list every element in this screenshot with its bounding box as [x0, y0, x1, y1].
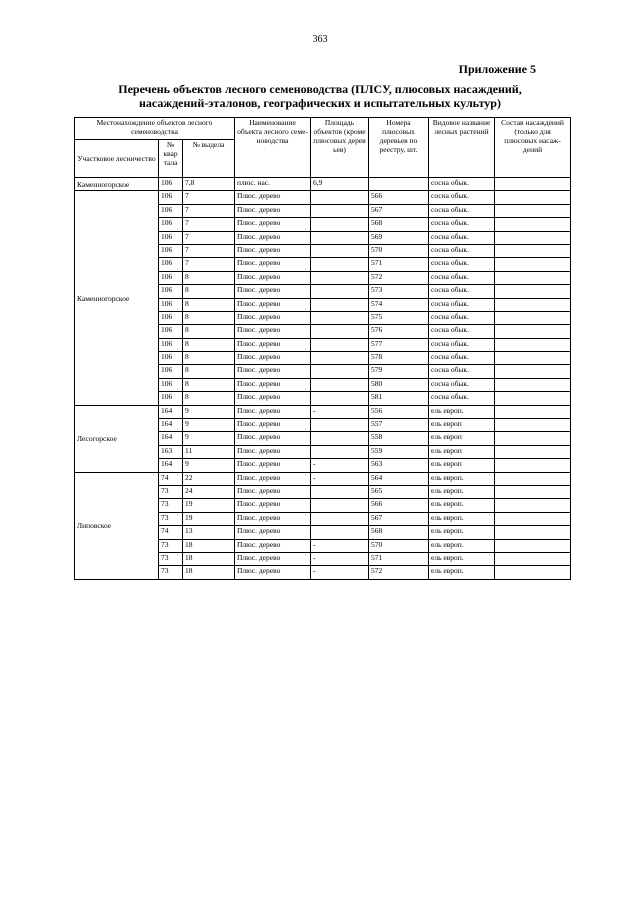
plus-number-cell: 558: [369, 432, 429, 445]
plus-number-cell: 570: [369, 244, 429, 257]
object-name-cell: плюс. нас.: [235, 178, 311, 191]
appendix-label: Приложение 5: [458, 62, 536, 76]
object-name-cell: Плюс. дерево: [235, 459, 311, 472]
plus-number-cell: 567: [369, 204, 429, 217]
species-cell: ель европ.: [429, 485, 495, 498]
plus-number-cell: 581: [369, 392, 429, 405]
area-cell: [311, 526, 369, 539]
composition-cell: [495, 419, 571, 432]
composition-cell: [495, 566, 571, 579]
plus-number-cell: 568: [369, 526, 429, 539]
species-cell: ель европ.: [429, 566, 495, 579]
species-cell: ель европ.: [429, 472, 495, 485]
species-cell: сосна обык.: [429, 365, 495, 378]
quarter-cell: 73: [159, 485, 183, 498]
quarter-cell: 106: [159, 392, 183, 405]
area-cell: [311, 204, 369, 217]
section-cell: 18: [183, 552, 235, 565]
area-cell: 6,9: [311, 178, 369, 191]
header-location-group: Местонахождение объектов лесного семеноводства: [75, 118, 235, 140]
composition-cell: [495, 432, 571, 445]
section-cell: 8: [183, 271, 235, 284]
plus-number-cell: 580: [369, 378, 429, 391]
section-cell: 9: [183, 419, 235, 432]
species-cell: сосна обык.: [429, 204, 495, 217]
plus-number-cell: 566: [369, 191, 429, 204]
plus-number-cell: 574: [369, 298, 429, 311]
species-cell: ель европ.: [429, 552, 495, 565]
plus-number-cell: 575: [369, 311, 429, 324]
title-line-2: насаждений-эталонов, географических и испытательных культур): [139, 96, 501, 110]
section-cell: 8: [183, 311, 235, 324]
composition-cell: [495, 325, 571, 338]
plus-number-cell: 573: [369, 285, 429, 298]
species-cell: сосна обык.: [429, 378, 495, 391]
plus-number-cell: 570: [369, 539, 429, 552]
composition-cell: [495, 178, 571, 191]
composition-cell: [495, 231, 571, 244]
species-cell: сосна обык.: [429, 298, 495, 311]
composition-cell: [495, 526, 571, 539]
species-cell: сосна обык.: [429, 271, 495, 284]
plus-number-cell: 568: [369, 218, 429, 231]
section-cell: 9: [183, 405, 235, 418]
species-cell: сосна обык.: [429, 218, 495, 231]
plus-number-cell: [369, 178, 429, 191]
header-district: Участковое лесничество: [75, 140, 159, 178]
area-cell: [311, 218, 369, 231]
object-name-cell: Плюс. дерево: [235, 378, 311, 391]
composition-cell: [495, 499, 571, 512]
species-cell: ель европ.: [429, 526, 495, 539]
quarter-cell: 164: [159, 432, 183, 445]
quarter-cell: 164: [159, 459, 183, 472]
composition-cell: [495, 378, 571, 391]
area-cell: -: [311, 459, 369, 472]
area-cell: [311, 231, 369, 244]
district-cell: Липовское: [75, 472, 159, 579]
quarter-cell: 74: [159, 526, 183, 539]
area-cell: [311, 338, 369, 351]
quarter-cell: 73: [159, 499, 183, 512]
quarter-cell: 163: [159, 445, 183, 458]
area-cell: [311, 311, 369, 324]
object-name-cell: Плюс. дерево: [235, 298, 311, 311]
species-cell: сосна обык.: [429, 338, 495, 351]
plus-number-cell: 571: [369, 552, 429, 565]
area-cell: [311, 352, 369, 365]
area-cell: -: [311, 566, 369, 579]
species-cell: сосна обык.: [429, 244, 495, 257]
object-name-cell: Плюс. дерево: [235, 419, 311, 432]
area-cell: [311, 392, 369, 405]
area-cell: -: [311, 472, 369, 485]
plus-number-cell: 572: [369, 271, 429, 284]
object-name-cell: Плюс. дерево: [235, 526, 311, 539]
species-cell: ель европ.: [429, 512, 495, 525]
quarter-cell: 106: [159, 285, 183, 298]
species-cell: сосна обык.: [429, 178, 495, 191]
object-name-cell: Плюс. дерево: [235, 325, 311, 338]
section-cell: 7: [183, 231, 235, 244]
plus-number-cell: 572: [369, 566, 429, 579]
object-name-cell: Плюс. дерево: [235, 311, 311, 324]
area-cell: [311, 191, 369, 204]
composition-cell: [495, 352, 571, 365]
species-cell: ель европ.: [429, 539, 495, 552]
area-cell: [311, 325, 369, 338]
header-object-name: Наименование объекта лесного семе- новодства: [235, 118, 311, 178]
section-cell: 7: [183, 191, 235, 204]
table-row: [75, 405, 571, 418]
object-name-cell: Плюс. дерево: [235, 191, 311, 204]
section-cell: 19: [183, 499, 235, 512]
object-name-cell: Плюс. дерево: [235, 338, 311, 351]
species-cell: ель европ.: [429, 405, 495, 418]
species-cell: сосна обык.: [429, 325, 495, 338]
object-name-cell: Плюс. дерево: [235, 485, 311, 498]
plus-number-cell: 571: [369, 258, 429, 271]
quarter-cell: 106: [159, 271, 183, 284]
composition-cell: [495, 285, 571, 298]
area-cell: [311, 298, 369, 311]
section-cell: 8: [183, 325, 235, 338]
species-cell: сосна обык.: [429, 311, 495, 324]
composition-cell: [495, 445, 571, 458]
composition-cell: [495, 271, 571, 284]
object-name-cell: Плюс. дерево: [235, 218, 311, 231]
area-cell: [311, 378, 369, 391]
species-cell: сосна обык.: [429, 231, 495, 244]
object-name-cell: Плюс. дерево: [235, 512, 311, 525]
composition-cell: [495, 204, 571, 217]
object-name-cell: Плюс. дерево: [235, 352, 311, 365]
quarter-cell: 74: [159, 472, 183, 485]
section-cell: 11: [183, 445, 235, 458]
section-cell: 7: [183, 244, 235, 257]
section-cell: 8: [183, 378, 235, 391]
area-cell: [311, 432, 369, 445]
quarter-cell: 164: [159, 419, 183, 432]
section-cell: 8: [183, 392, 235, 405]
table-body: [75, 178, 571, 580]
section-cell: 24: [183, 485, 235, 498]
quarter-cell: 106: [159, 338, 183, 351]
quarter-cell: 106: [159, 365, 183, 378]
object-name-cell: Плюс. дерево: [235, 552, 311, 565]
species-cell: сосна обык.: [429, 285, 495, 298]
area-cell: [311, 485, 369, 498]
species-cell: сосна обык.: [429, 392, 495, 405]
composition-cell: [495, 405, 571, 418]
header-species: Видовое название лесных растений: [429, 118, 495, 178]
area-cell: [311, 512, 369, 525]
header-section: № выдела: [183, 140, 235, 178]
species-cell: ель европ: [429, 419, 495, 432]
table-row: [75, 178, 571, 191]
quarter-cell: 106: [159, 218, 183, 231]
plus-number-cell: 563: [369, 459, 429, 472]
species-cell: ель европ: [429, 445, 495, 458]
composition-cell: [495, 218, 571, 231]
area-cell: -: [311, 405, 369, 418]
header-quarter: № квар тала: [159, 140, 183, 178]
quarter-cell: 106: [159, 311, 183, 324]
quarter-cell: 106: [159, 325, 183, 338]
area-cell: [311, 244, 369, 257]
header-area: Площадь объектов (кроме плюсовых дерев ьев): [311, 118, 369, 178]
quarter-cell: 106: [159, 378, 183, 391]
object-name-cell: Плюс. дерево: [235, 258, 311, 271]
composition-cell: [495, 244, 571, 257]
quarter-cell: 106: [159, 204, 183, 217]
table-row: [75, 191, 571, 204]
composition-cell: [495, 311, 571, 324]
section-cell: 8: [183, 338, 235, 351]
plus-number-cell: 578: [369, 352, 429, 365]
quarter-cell: 106: [159, 352, 183, 365]
object-name-cell: Плюс. дерево: [235, 285, 311, 298]
species-cell: сосна обык.: [429, 352, 495, 365]
species-cell: сосна обык.: [429, 258, 495, 271]
seed-objects-table: [74, 117, 571, 580]
species-cell: ель европ: [429, 459, 495, 472]
quarter-cell: 106: [159, 298, 183, 311]
composition-cell: [495, 485, 571, 498]
section-cell: 18: [183, 566, 235, 579]
area-cell: [311, 285, 369, 298]
plus-number-cell: 557: [369, 419, 429, 432]
object-name-cell: Плюс. дерево: [235, 271, 311, 284]
quarter-cell: 106: [159, 244, 183, 257]
object-name-cell: Плюс. дерево: [235, 204, 311, 217]
quarter-cell: 106: [159, 178, 183, 191]
quarter-cell: 106: [159, 231, 183, 244]
object-name-cell: Плюс. дерево: [235, 566, 311, 579]
composition-cell: [495, 365, 571, 378]
section-cell: 18: [183, 539, 235, 552]
section-cell: 13: [183, 526, 235, 539]
plus-number-cell: 566: [369, 499, 429, 512]
area-cell: -: [311, 552, 369, 565]
object-name-cell: Плюс. дерево: [235, 445, 311, 458]
species-cell: сосна обык.: [429, 191, 495, 204]
area-cell: [311, 499, 369, 512]
composition-cell: [495, 338, 571, 351]
composition-cell: [495, 392, 571, 405]
section-cell: 7,8: [183, 178, 235, 191]
district-cell: Лесогорское: [75, 405, 159, 472]
document-title: [60, 82, 580, 110]
area-cell: [311, 258, 369, 271]
species-cell: ель европ: [429, 432, 495, 445]
area-cell: [311, 271, 369, 284]
quarter-cell: 73: [159, 552, 183, 565]
plus-number-cell: 577: [369, 338, 429, 351]
composition-cell: [495, 552, 571, 565]
species-cell: ель европ.: [429, 499, 495, 512]
quarter-cell: 73: [159, 539, 183, 552]
section-cell: 7: [183, 204, 235, 217]
quarter-cell: 106: [159, 258, 183, 271]
quarter-cell: 73: [159, 512, 183, 525]
composition-cell: [495, 512, 571, 525]
object-name-cell: Плюс. дерево: [235, 539, 311, 552]
section-cell: 7: [183, 218, 235, 231]
plus-number-cell: 559: [369, 445, 429, 458]
area-cell: [311, 445, 369, 458]
section-cell: 8: [183, 352, 235, 365]
quarter-cell: 106: [159, 191, 183, 204]
object-name-cell: Плюс. дерево: [235, 472, 311, 485]
section-cell: 22: [183, 472, 235, 485]
composition-cell: [495, 191, 571, 204]
composition-cell: [495, 258, 571, 271]
section-cell: 19: [183, 512, 235, 525]
plus-number-cell: 556: [369, 405, 429, 418]
header-plus-numbers: Номера плюсовых деревьев по реестру, шт.: [369, 118, 429, 178]
section-cell: 8: [183, 298, 235, 311]
object-name-cell: Плюс. дерево: [235, 432, 311, 445]
table-row: [75, 472, 571, 485]
section-cell: 7: [183, 258, 235, 271]
object-name-cell: Плюс. дерево: [235, 231, 311, 244]
composition-cell: [495, 539, 571, 552]
quarter-cell: 164: [159, 405, 183, 418]
quarter-cell: 73: [159, 566, 183, 579]
plus-number-cell: 567: [369, 512, 429, 525]
plus-number-cell: 569: [369, 231, 429, 244]
plus-number-cell: 565: [369, 485, 429, 498]
object-name-cell: Плюс. дерево: [235, 499, 311, 512]
section-cell: 9: [183, 459, 235, 472]
district-cell: Каменногорское: [75, 191, 159, 405]
plus-number-cell: 564: [369, 472, 429, 485]
composition-cell: [495, 459, 571, 472]
section-cell: 9: [183, 432, 235, 445]
object-name-cell: Плюс. дерево: [235, 405, 311, 418]
plus-number-cell: 576: [369, 325, 429, 338]
object-name-cell: Плюс. дерево: [235, 392, 311, 405]
page-number: 363: [312, 34, 328, 45]
section-cell: 8: [183, 365, 235, 378]
object-name-cell: Плюс. дерево: [235, 244, 311, 257]
section-cell: 8: [183, 285, 235, 298]
area-cell: [311, 365, 369, 378]
area-cell: -: [311, 539, 369, 552]
plus-number-cell: 579: [369, 365, 429, 378]
area-cell: [311, 419, 369, 432]
composition-cell: [495, 298, 571, 311]
object-name-cell: Плюс. дерево: [235, 365, 311, 378]
header-composition: Состав насаждений (только для плюсовых насаж- дений: [495, 118, 571, 178]
composition-cell: [495, 472, 571, 485]
title-line-1: Перечень объектов лесного семеноводства (ПЛСУ, плюсовых насаждений,: [118, 82, 522, 96]
district-cell: Каменногорское: [75, 178, 159, 191]
